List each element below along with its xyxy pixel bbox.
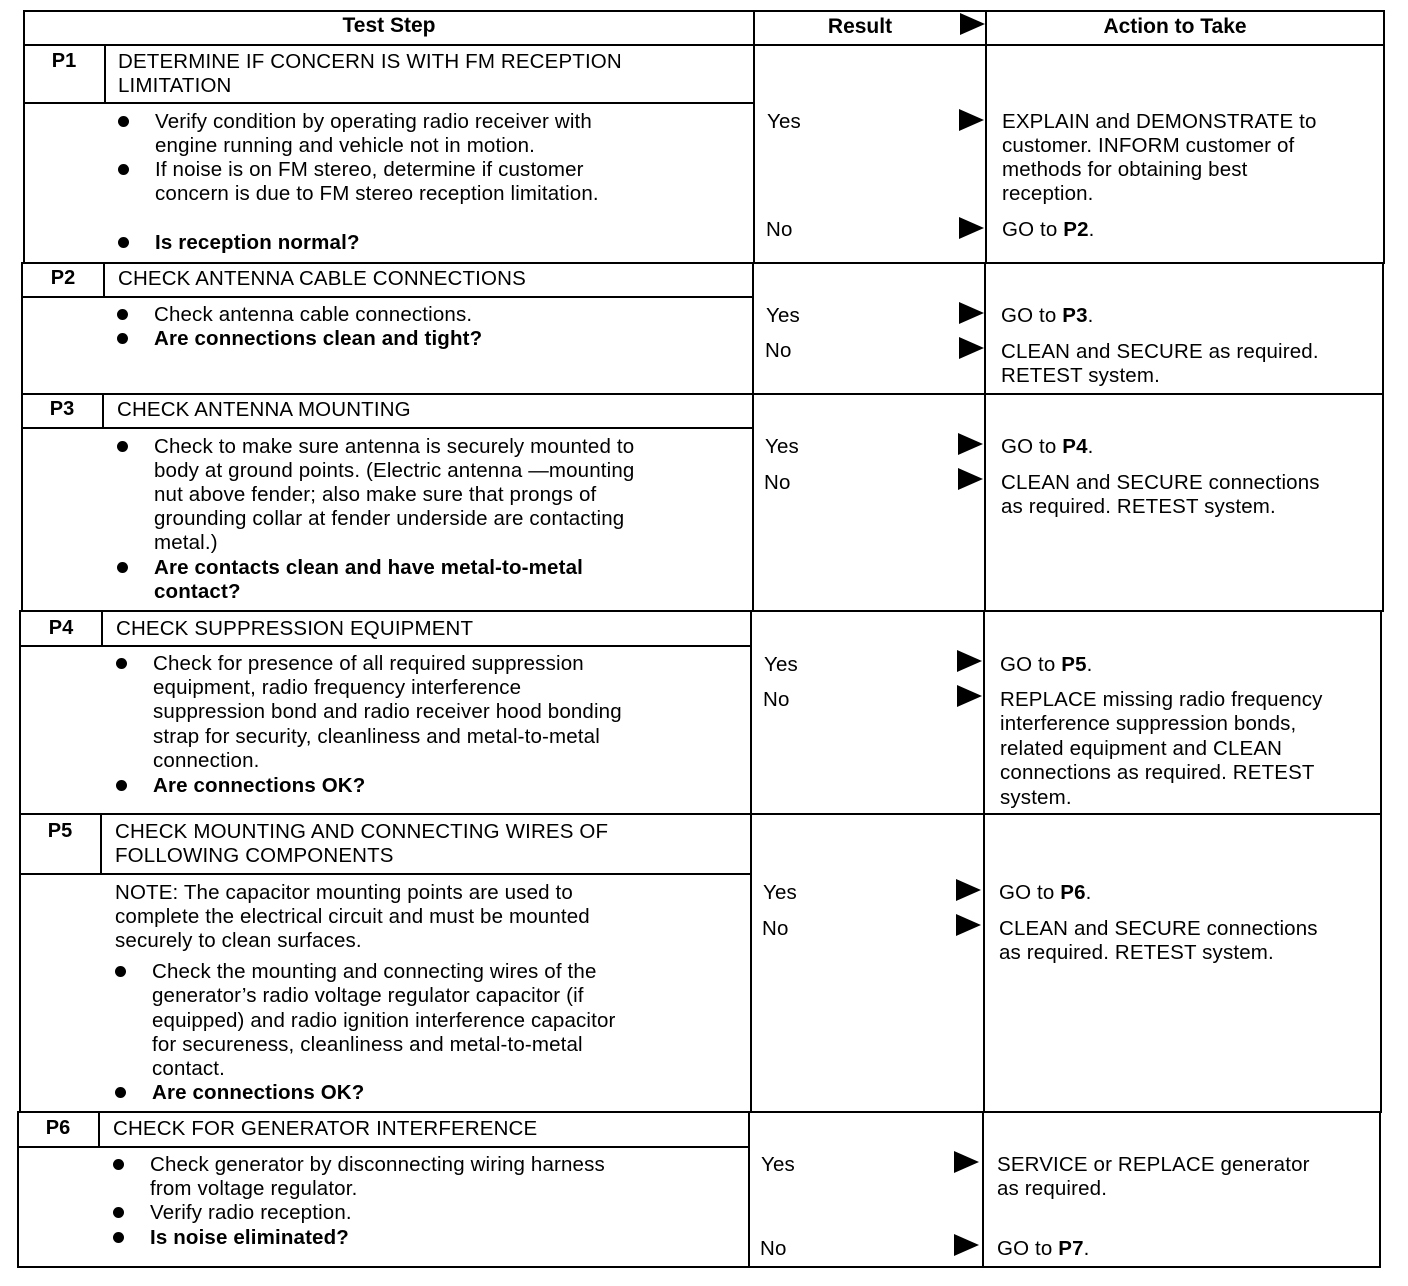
table-right-border: [1382, 262, 1384, 612]
bullet-text: Check antenna cable connections.: [154, 303, 473, 326]
bullet-text: strap for security, cleanliness and metal-to-metal: [153, 725, 600, 748]
title-underline: [19, 873, 750, 875]
note-text: securely to clean surfaces.: [115, 929, 362, 952]
column-divider: [983, 610, 985, 1113]
action-text: GO to P3.: [1001, 304, 1094, 327]
table-right-border: [1379, 1111, 1381, 1268]
table-top-border: [23, 10, 1385, 12]
action-text: GO to P5.: [1000, 653, 1093, 676]
title-underline: [17, 1146, 749, 1148]
action-text: CLEAN and SECURE connections: [999, 917, 1318, 940]
step-title: CHECK FOR GENERATOR INTERFERENCE: [113, 1117, 538, 1140]
bullet-text: from voltage regulator.: [150, 1177, 358, 1200]
table-left-border: [19, 610, 21, 1113]
step-id: P4: [48, 617, 74, 639]
bullet-icon: [118, 164, 129, 175]
step-reference: P5: [1061, 653, 1087, 676]
action-text: connections as required. RETEST: [1000, 761, 1315, 784]
bullet-icon: [118, 237, 129, 248]
arrow-icon: [959, 302, 984, 324]
step-title: DETERMINE IF CONCERN IS WITH FM RECEPTION: [118, 50, 622, 73]
column-divider: [752, 262, 754, 612]
action-text: CLEAN and SECURE connections: [1001, 471, 1320, 494]
bullet-text: Verify radio reception.: [150, 1201, 352, 1224]
bullet-text: suppression bond and radio receiver hood bonding: [153, 700, 622, 723]
step-id: P6: [45, 1117, 71, 1139]
result-no: No: [760, 1237, 787, 1260]
arrow-icon: [957, 650, 982, 672]
step-id: P3: [49, 398, 75, 420]
result-no: No: [764, 471, 791, 494]
step-reference: P6: [1060, 881, 1086, 904]
result-yes: Yes: [763, 881, 797, 904]
step-id: P2: [50, 267, 76, 289]
action-text: reception.: [1002, 182, 1094, 205]
action-text: EXPLAIN and DEMONSTRATE to: [1002, 110, 1317, 133]
step-title: CHECK ANTENNA CABLE CONNECTIONS: [118, 267, 526, 290]
bullet-text: connection.: [153, 749, 260, 772]
column-divider: [984, 262, 986, 612]
step-reference: P3: [1062, 304, 1088, 327]
step-separator: [21, 393, 1384, 395]
step-title: LIMITATION: [118, 74, 232, 97]
bullet-text: nut above fender; also make sure that prongs of: [154, 483, 597, 506]
result-yes: Yes: [766, 304, 800, 327]
bullet-text: equipment, radio frequency interference: [153, 676, 522, 699]
question-text: Is noise eliminated?: [150, 1226, 349, 1249]
result-yes: Yes: [761, 1153, 795, 1176]
bullet-icon: [118, 116, 129, 127]
arrow-icon: [956, 879, 981, 901]
result-no: No: [762, 917, 789, 940]
bullet-icon: [113, 1207, 124, 1218]
action-text: GO to P7.: [997, 1237, 1090, 1260]
action-text: GO to P4.: [1001, 435, 1094, 458]
column-divider: [753, 10, 755, 264]
header-arrow-icon: [960, 13, 985, 35]
arrow-icon: [958, 433, 983, 455]
title-underline: [23, 102, 754, 104]
header-result: Result: [827, 15, 893, 38]
table-bottom-border: [17, 1266, 1381, 1268]
bullet-text: If noise is on FM stereo, determine if customer: [155, 158, 584, 181]
header-action: Action to Take: [1103, 15, 1247, 38]
arrow-icon: [959, 337, 984, 359]
action-text: RETEST system.: [1001, 364, 1160, 387]
arrow-icon: [959, 109, 984, 131]
bullet-icon: [113, 1232, 124, 1243]
step-title: CHECK MOUNTING AND CONNECTING WIRES OF: [115, 820, 609, 843]
action-text: as required. RETEST system.: [999, 941, 1274, 964]
bullet-text: Check generator by disconnecting wiring harness: [150, 1153, 605, 1176]
table-left-border: [21, 262, 23, 612]
step-separator: [17, 1111, 1382, 1113]
table-right-border: [1383, 10, 1385, 264]
step-reference: P4: [1062, 435, 1088, 458]
bullet-text: equipped) and radio ignition interference capacitor: [152, 1009, 616, 1032]
question-text: Are contacts clean and have metal-to-metal: [154, 556, 583, 579]
bullet-text: contact.: [152, 1057, 225, 1080]
question-text: Are connections clean and tight?: [154, 327, 483, 350]
arrow-icon: [954, 1234, 979, 1256]
step-separator: [21, 262, 1384, 264]
step-id: P5: [47, 820, 73, 842]
arrow-icon: [956, 914, 981, 936]
result-yes: Yes: [767, 110, 801, 133]
step-reference: P2: [1063, 218, 1089, 241]
bullet-text: grounding collar at fender underside are contacting: [154, 507, 625, 530]
question-text: Are connections OK?: [153, 774, 366, 797]
title-underline: [21, 296, 753, 298]
result-no: No: [766, 218, 793, 241]
bullet-icon: [117, 333, 128, 344]
action-text: system.: [1000, 786, 1072, 809]
step-separator: [19, 610, 1384, 612]
table-left-border: [23, 10, 25, 264]
column-divider: [982, 1111, 984, 1268]
bullet-icon: [113, 1159, 124, 1170]
bullet-icon: [117, 441, 128, 452]
step-reference: P7: [1058, 1237, 1084, 1260]
action-text: GO to P2.: [1002, 218, 1095, 241]
arrow-icon: [959, 217, 984, 239]
bullet-icon: [117, 562, 128, 573]
action-text: as required. RETEST system.: [1001, 495, 1276, 518]
step-id: P1: [51, 50, 77, 72]
action-text: interference suppression bonds,: [1000, 712, 1297, 735]
question-text: Is reception normal?: [155, 231, 360, 254]
action-text: related equipment and CLEAN: [1000, 737, 1283, 760]
result-yes: Yes: [764, 653, 798, 676]
bullet-text: body at ground points. (Electric antenna —mounting: [154, 459, 635, 482]
action-text: SERVICE or REPLACE generator: [997, 1153, 1310, 1176]
note-text: NOTE: The capacitor mounting points are used to: [115, 881, 573, 904]
bullet-text: Check the mounting and connecting wires of the: [152, 960, 597, 983]
bullet-text: metal.): [154, 531, 218, 554]
action-text: CLEAN and SECURE as required.: [1001, 340, 1319, 363]
arrow-icon: [958, 468, 983, 490]
header-separator: [23, 44, 1385, 46]
bullet-text: concern is due to FM stereo reception limitation.: [155, 182, 599, 205]
bullet-text: engine running and vehicle not in motion.: [155, 134, 535, 157]
title-underline: [21, 427, 752, 429]
result-no: No: [765, 339, 792, 362]
arrow-icon: [954, 1151, 979, 1173]
bullet-text: generator’s radio voltage regulator capacitor (if: [152, 984, 584, 1007]
step-title: FOLLOWING COMPONENTS: [115, 844, 394, 867]
step-title: CHECK ANTENNA MOUNTING: [117, 398, 411, 421]
bullet-icon: [115, 1087, 126, 1098]
title-underline: [19, 645, 751, 647]
action-text: REPLACE missing radio frequency: [1000, 688, 1323, 711]
bullet-icon: [115, 966, 126, 977]
action-text: methods for obtaining best: [1002, 158, 1248, 181]
arrow-icon: [957, 685, 982, 707]
bullet-text: for secureness, cleanliness and metal-to-metal: [152, 1033, 583, 1056]
question-text: Are connections OK?: [152, 1081, 365, 1104]
column-divider: [748, 1111, 750, 1268]
action-text: customer. INFORM customer of: [1002, 134, 1295, 157]
column-divider: [985, 10, 987, 264]
column-divider: [750, 610, 752, 1113]
result-no: No: [763, 688, 790, 711]
action-text: as required.: [997, 1177, 1108, 1200]
bullet-icon: [117, 309, 128, 320]
bullet-icon: [116, 780, 127, 791]
note-text: complete the electrical circuit and must be mounted: [115, 905, 590, 928]
result-yes: Yes: [765, 435, 799, 458]
header-test-step: Test Step: [342, 14, 436, 37]
bullet-text: Verify condition by operating radio receiver with: [155, 110, 592, 133]
step-title: CHECK SUPPRESSION EQUIPMENT: [116, 617, 474, 640]
bullet-text: Check for presence of all required suppression: [153, 652, 584, 675]
table-right-border: [1380, 610, 1382, 1113]
action-text: GO to P6.: [999, 881, 1092, 904]
bullet-text: Check to make sure antenna is securely mounted to: [154, 435, 635, 458]
bullet-icon: [116, 658, 127, 669]
step-separator: [19, 813, 1382, 815]
question-text: contact?: [154, 580, 241, 603]
